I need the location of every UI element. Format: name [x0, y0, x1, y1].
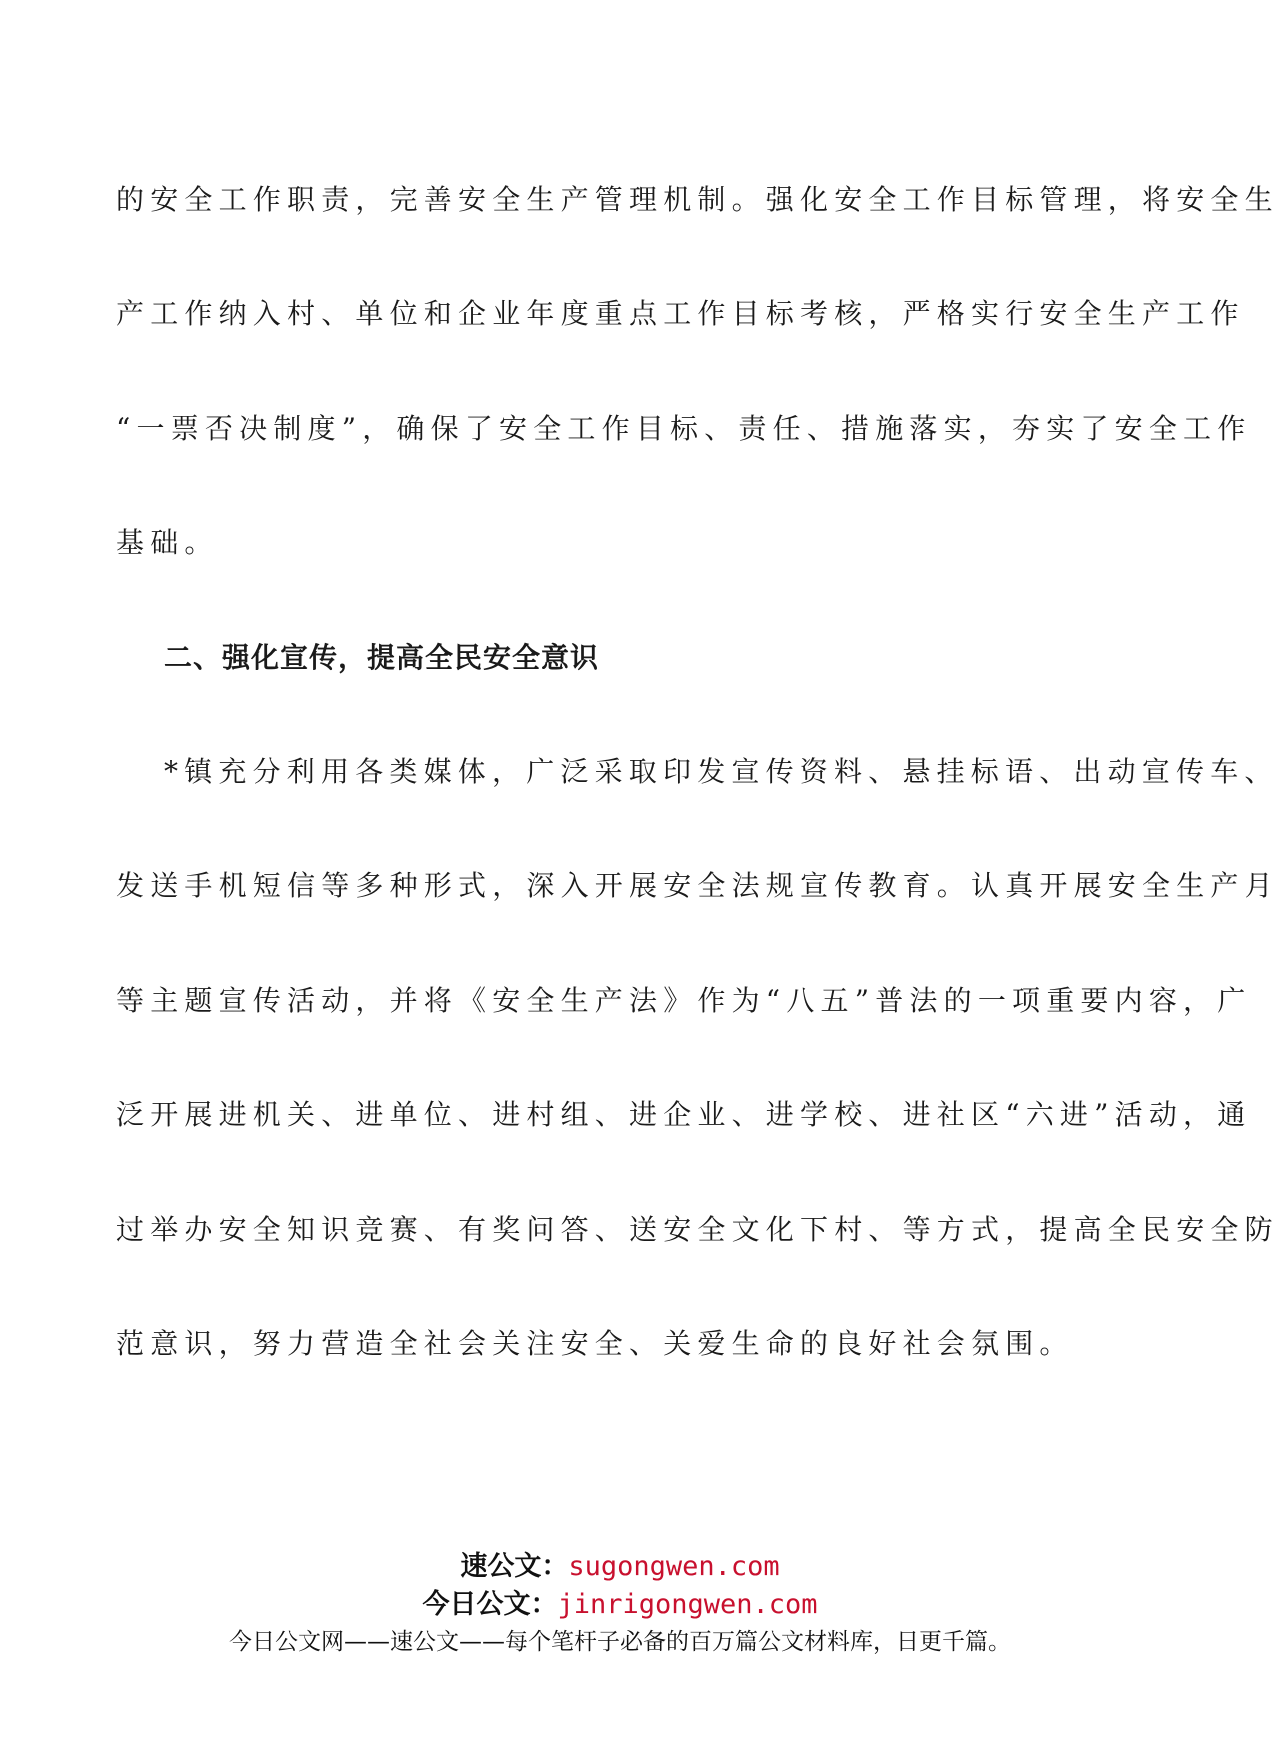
footer-line-sugongwen [0, 1550, 1240, 1584]
body-text-line: 过举办安全知识竞赛、有奖问答、送安全文化下村、等方式，提高全民安全防 [116, 1213, 1279, 1246]
body-text-line: “一票否决制度”，确保了安全工作目标、责任、措施落实，夯实了安全工作 [116, 412, 1252, 445]
body-text-line: 基础。 [116, 526, 219, 559]
body-text-line: 产工作纳入村、单位和企业年度重点工作目标考核，严格实行安全生产工作 [116, 297, 1245, 330]
footer-label: 速公文： [460, 1551, 569, 1582]
body-text-line: 的安全工作职责，完善安全生产管理机制。强化安全工作目标管理，将安全生 [116, 183, 1279, 216]
footer-tagline: 今日公文网——速公文——每个笔杆子必备的百万篇公文材料库，日更千篇。 [229, 1629, 1011, 1655]
footer-link-jinrigongwen[interactable]: jinrigongwen.com [557, 1589, 818, 1620]
footer-label: 今日公文： [422, 1589, 558, 1620]
body-text-line: *镇充分利用各类媒体，广泛采取印发宣传资料、悬挂标语、出动宣传车、 [164, 755, 1279, 788]
body-text-line: 发送手机短信等多种形式，深入开展安全法规宣传教育。认真开展安全生产月 [116, 869, 1279, 902]
body-text-line: 范意识，努力营造全社会关注安全、关爱生命的良好社会氛围。 [116, 1327, 1074, 1360]
section-heading: 二、强化宣传，提高全民安全意识 [164, 641, 600, 674]
footer-line-jinrigongwen [0, 1588, 1240, 1622]
body-text-line: 等主题宣传活动，并将《安全生产法》作为“八五”普法的一项重要内容，广 [116, 984, 1252, 1017]
footer-link-sugongwen[interactable]: sugongwen.com [568, 1551, 780, 1582]
body-text-line: 泛开展进机关、进单位、进村组、进企业、进学校、进社区“六进”活动，通 [116, 1098, 1252, 1131]
